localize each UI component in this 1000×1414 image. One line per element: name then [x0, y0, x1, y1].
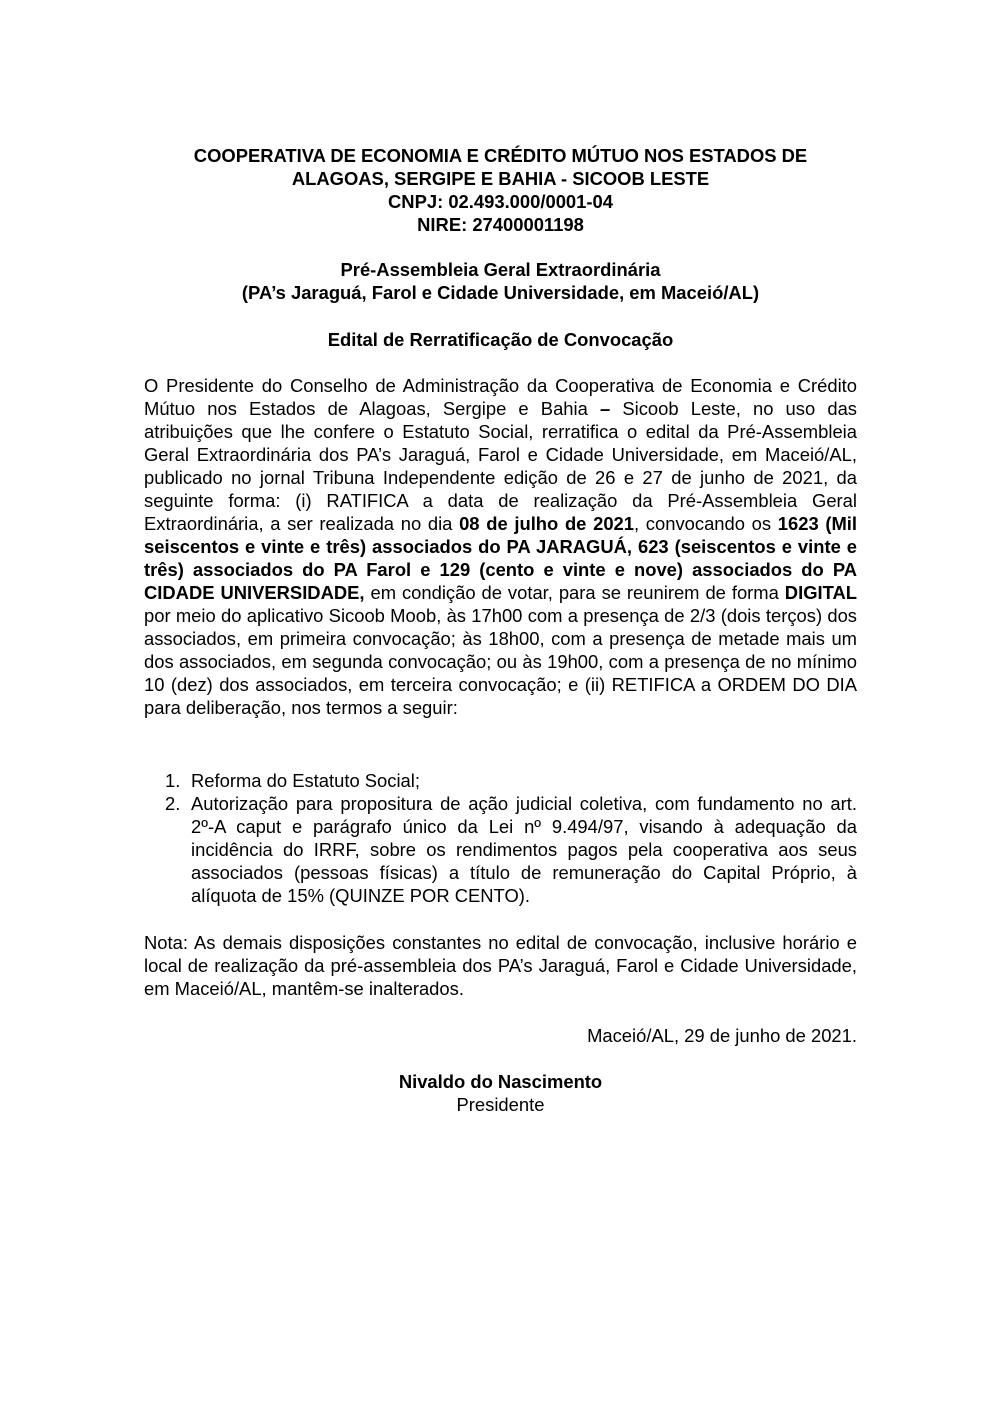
body-text-part-4: em condição de votar, para se reunirem de forma: [364, 582, 785, 603]
agenda-item: [144, 792, 857, 907]
body-text-part-3: , convocando os: [634, 513, 778, 534]
body-text-part-2: Sicoob Leste, no uso das atribuições que lhe confere o Estatuto Social, rerratifica o edital da Pré-Assembleia Geral Extraordinária dos PA’s Jaraguá, Farol e Cidade Universidade, em Maceió/AL, publicado no jornal Tribuna Independente edição de 26 e 27 de junho de 2021, da seguinte forma: (i) RATIFICA a data de realização da Pré-Assembleia Geral Extraordinária, a ser realizada no dia: [144, 398, 857, 534]
date-place-text: Maceió/AL, 29 de junho de 2021.: [587, 1025, 857, 1046]
assembly-title: Pré-Assembleia Geral Extraordinária: [340, 259, 661, 280]
agenda-item-number: 1.: [165, 770, 181, 791]
associates-count: 1623 (Mil seiscentos e vinte e três) associados do PA JARAGUÁ, 623 (seiscentos e vinte e três) associados do PA Farol e 129 (cento e vinte e nove) associados do PA CIDADE UNIVERSIDADE,: [144, 513, 858, 603]
agenda-item-text: Autorização para propositura de ação judicial coletiva, com fundamento no art. 2º-A caput e parágrafo único da Lei nº 9.494/97, visando à adequação da incidência do IRRF, sobre os rendimentos pagos pela cooperativa aos seus associados (pessoas físicas) a título de remuneração do Capital Próprio, à alíquota de 15% (QUINZE POR CENTO).: [191, 793, 857, 906]
signatory-role: Presidente: [456, 1094, 545, 1115]
edital-title-text: Edital de Rerratificação de Convocação: [327, 329, 674, 350]
assembly-subtitle: [144, 258, 857, 304]
cooperative-name-line-1: COOPERATIVA DE ECONOMIA E CRÉDITO MÚTUO NOS ESTADOS DE: [193, 145, 808, 166]
edital-title: [144, 328, 857, 351]
meeting-format: DIGITAL: [784, 582, 857, 603]
date-place: [144, 1024, 857, 1047]
body-text-part-5: por meio do aplicativo Sicoob Moob, às 17h00 com a presença de 2/3 (dois terços) dos associados, em primeira convocação; às 18h00, com a presença de metade mais um dos associados, em segunda convocação; ou às 19h00, com a presença de no mínimo 10 (dez) dos associados, em terceira convocação; e (ii) RETIFICA a ORDEM DO DIA para deliberação, nos termos a seguir:: [144, 605, 857, 718]
body-text-part-1: O Presidente do Conselho de Administração da Cooperativa de Economia e Crédito Mútuo nos Estados de Alagoas, Sergipe e Bahia: [144, 375, 857, 419]
cnpj-number: CNPJ: 02.493.000/0001-04: [388, 191, 613, 212]
signature-block: [144, 1070, 857, 1116]
note-text: Nota: As demais disposições constantes no edital de convocação, inclusive horário e local de realização da pré-assembleia dos PA’s Jaraguá, Farol e Cidade Universidade, em Maceió/AL, mantêm-se inalterados.: [144, 932, 857, 999]
body-dash: –: [599, 398, 611, 419]
body-paragraph-text: [144, 374, 857, 719]
agenda-item-text: Reforma do Estatuto Social;: [191, 770, 420, 791]
agenda-list: [144, 769, 857, 907]
document-header: [144, 144, 857, 236]
note-paragraph: [144, 931, 857, 1000]
cooperative-name-line-2: ALAGOAS, SERGIPE E BAHIA - SICOOB LESTE: [291, 168, 710, 189]
body-paragraph: [144, 374, 857, 719]
signatory-name: Nivaldo do Nascimento: [398, 1071, 603, 1092]
agenda-item: [144, 769, 857, 792]
meeting-date: 08 de julho de 2021: [459, 513, 635, 534]
nire-number: NIRE: 27400001198: [417, 214, 584, 235]
agenda-item-number: 2.: [165, 793, 181, 814]
assembly-locations: (PA’s Jaraguá, Farol e Cidade Universidade, em Maceió/AL): [241, 282, 760, 303]
